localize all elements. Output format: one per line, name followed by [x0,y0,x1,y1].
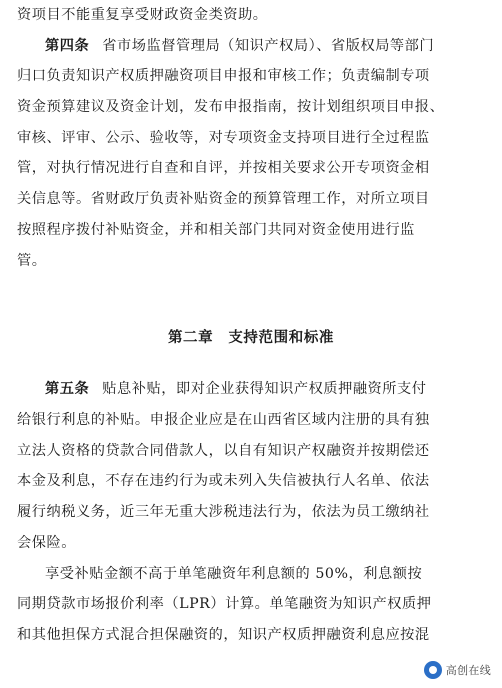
line-text: 资项目不能重复享受财政资金类资助。 [17,7,268,23]
text-line [17,441,430,461]
text-line [45,36,434,56]
line-text: 会保险。 [17,535,76,551]
text-line [17,471,430,491]
text-line [17,251,46,271]
text-line [17,189,430,209]
line-text: 贴息补贴，即对企业获得知识产权质押融资所支付 [102,381,427,397]
text-line [45,379,427,399]
text-line [17,594,431,614]
text-line [45,564,422,584]
text-line [17,625,430,645]
line-text: 享受补贴金额不高于单笔融资年利息额的 50%，利息额按 [45,566,423,582]
line-text: 同期贷款市场报价利率（LPR）计算。单笔融资为知识产权质押 [17,596,432,612]
text-line [17,410,430,430]
line-text: 按照程序拨付补贴资金，并和相关部门共同对资金使用进行监 [17,222,415,238]
text-line [17,533,76,553]
line-text: 审核、评审、公示、验收等，对专项资金支持项目进行全过程监 [17,130,430,146]
line-text: 管，对执行情况进行自查和自评，并按相关要求公开专项资金相 [17,160,430,176]
line-text: 关信息等。省财政厅负责补贴资金的预算管理工作，对所立项目 [17,191,430,207]
text-line [17,97,444,117]
text-line [17,66,430,86]
article-number: 第四条 [45,38,90,54]
line-text: 省市场监督管理局（知识产权局）、省版权局等部门 [102,38,435,54]
line-text: 资金预算建议及资金计划，发布申报指南，按计划组织项目申报、 [17,99,445,115]
line-text: 本金及利息，不存在违约行为或未列入失信被执行人名单、依法 [17,473,430,489]
line-text: 和其他担保方式混合担保融资的，知识产权质押融资利息应按混 [17,627,430,643]
text-line [17,5,268,25]
watermark [421,660,494,680]
watermark-text: 高创在线 [445,664,491,677]
line-text: 管。 [17,253,47,269]
article-number: 第五条 [45,381,90,397]
line-text: 给银行利息的补贴。申报企业应是在山西省区域内注册的具有独 [17,412,430,428]
text-line [17,502,430,522]
text-line [17,158,430,178]
line-text: 归口负责知识产权质押融资项目申报和审核工作；负责编制专项 [17,68,430,84]
text-line [17,128,430,148]
line-text: 履行纳税义务，近三年无重大涉税违法行为，依法为员工缴纳社 [17,504,430,520]
text-line [17,220,415,240]
watermark-logo-icon [424,661,442,679]
chapter-heading: 第二章 支持范围和标准 [167,330,335,346]
line-text: 立法人资格的贷款合同借款人，以自有知识产权融资并按期偿还 [17,443,430,459]
